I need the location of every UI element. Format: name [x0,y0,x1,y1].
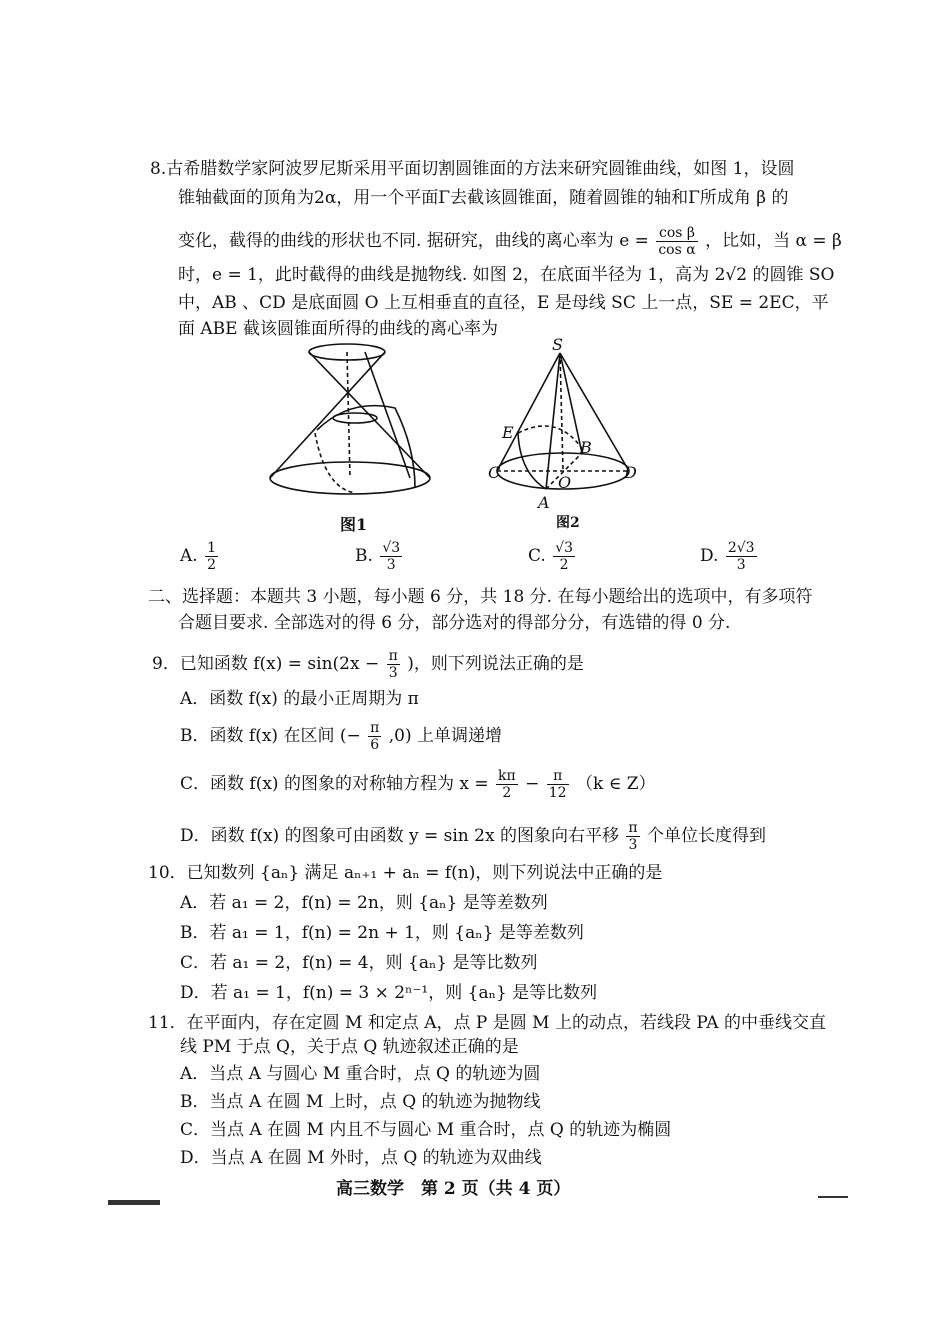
q9-stem-post: )，则下列说法正确的是 [407,654,584,674]
frac-den: 3 [388,665,398,681]
fig2-point-O: O [558,473,572,492]
frac-den: 2 [502,785,512,801]
frac-num: π [388,648,398,664]
q8-option-a [180,540,220,573]
q9-c-fraction-1 [496,768,518,801]
q8-line3-pre: 变化，截得的曲线的形状也不同. 据研究，曲线的离心率为 e = [178,231,649,251]
q9-option-d [180,820,766,853]
q8-option-d [700,540,759,573]
frac-num: √3 [382,540,401,556]
q10-option-a: A．若 a₁ = 2，f(n) = 2n，则 {aₙ} 是等差数列 [180,893,548,913]
frac-den: 3 [736,557,746,573]
frac-num: cos β [656,225,697,242]
q11-option-a: A．当点 A 与圆心 M 重合时，点 Q 的轨迹为圆 [180,1064,541,1084]
q8-number: 8. [150,159,167,179]
frac-num: π [628,820,638,836]
q9-b-fraction [368,720,381,753]
q9-stem-fraction [387,648,400,681]
footer-left-rule [108,1200,160,1205]
frac-den: 2 [559,557,569,573]
fig2-point-C: C [488,463,501,482]
frac-num: 1 [207,540,217,556]
q9-stem [152,648,584,681]
q9-option-a: A．函数 f(x) 的最小正周期为 π [180,689,419,709]
q11-line2: 线 PM 于点 Q，关于点 Q 轨迹叙述正确的是 [180,1037,519,1057]
q9-c-minus: − [525,774,540,794]
fig2-point-E: E [502,423,514,442]
figure-2-cone [488,338,648,518]
q10-option-c: C．若 a₁ = 2，f(n) = 4，则 {aₙ} 是等比数列 [180,953,538,973]
option-fraction [726,540,757,573]
q8-line3 [178,225,842,258]
q10-option-d: D．若 a₁ = 1，f(n) = 3 × 2ⁿ⁻¹，则 {aₙ} 是等比数列 [180,983,598,1003]
section-2-line2: 合题目要求. 全部选对的得 6 分，部分选对的得部分分，有选错的得 0 分. [178,613,731,633]
figure-1-cone-section [265,338,435,498]
fig2-point-A: A [538,493,550,512]
q10-stem: 10．已知数列 {aₙ} 满足 aₙ₊₁ + aₙ = f(n)，则下列说法中正确的是 [148,863,663,883]
q9-option-c [180,768,656,801]
q8-line1-text: 古希腊数学家阿波罗尼斯采用平面切割圆锥面的方法来研究圆锥曲线，如图 1，设圆 [166,159,795,179]
frac-num: √3 [555,540,574,556]
q9-d-pre: D．函数 f(x) 的图象可由函数 y = sin 2x 的图象向右平移 [180,826,619,846]
frac-num: π [547,768,569,785]
q8-line3-post: ，比如，当 α = β [705,231,842,251]
q8-line2: 锥轴截面的顶角为2α，用一个平面Γ去截该圆锥面，随着圆锥的轴和Γ所成角 β 的 [178,188,789,208]
q8-eccentricity-fraction [656,225,697,258]
footer-right-rule [818,1196,848,1198]
q9-c-pre: C．函数 f(x) 的图象的对称轴方程为 x = [180,774,489,794]
q9-option-b [180,720,502,753]
q11-option-b: B．当点 A 在圆 M 上时，点 Q 的轨迹为抛物线 [180,1092,541,1112]
option-letter: B. [355,546,373,566]
q10-option-b: B．若 a₁ = 1，f(n) = 2n + 1，则 {aₙ} 是等差数列 [180,923,584,943]
frac-den: cos α [658,242,696,258]
figure-1-label: 图1 [340,515,368,534]
q11-line1: 11．在平面内，存在定圆 M 和定点 A，点 P 是圆 M 上的动点，若线段 PA 的中垂线交直 [148,1013,826,1033]
q9-c-fraction-2 [547,768,569,801]
frac-num: 2√3 [727,540,755,556]
frac-den: 2 [207,557,217,573]
fig2-point-B: B [580,438,592,457]
q8-option-c [528,540,577,573]
option-letter: A. [180,546,198,566]
q9-stem-pre: 9．已知函数 f(x) = sin(2x − [152,654,380,674]
q9-d-fraction [626,820,639,853]
q9-d-post: 个单位长度得到 [646,826,766,846]
q8-line1 [150,158,794,180]
option-fraction [380,540,402,573]
frac-den: 3 [628,837,638,853]
frac-den: 6 [370,737,380,753]
frac-den: 3 [386,557,396,573]
option-letter: D. [700,546,719,566]
q8-line6: 面 ABE 截该圆锥面所得的曲线的离心率为 [178,319,498,339]
fig2-point-D: D [624,463,637,482]
fig2-point-S: S [552,338,563,354]
page-footer: 高三数学 第 2 页（共 4 页） [336,1179,571,1199]
option-letter: C. [528,546,546,566]
figure-2-label: 图2 [556,515,580,531]
q9-c-post: （k ∈ Z） [576,774,656,794]
frac-den: 12 [548,785,567,801]
q9-b-pre: B．函数 f(x) 在区间 (− [180,726,361,746]
option-fraction [205,540,218,573]
frac-num: π [370,720,380,736]
option-fraction [553,540,575,573]
q8-line5: 中，AB 、CD 是底面圆 O 上互相垂直的直径，E 是母线 SC 上一点，SE = 2EC，平 [178,293,829,313]
q8-option-b [355,540,404,573]
q8-line4: 时，e = 1，此时截得的曲线是抛物线. 如图 2，在底面半径为 1，高为 2√2 的圆锥 SO [178,265,835,285]
q11-option-d: D．当点 A 在圆 M 外时，点 Q 的轨迹为双曲线 [180,1148,542,1168]
frac-num: kπ [498,768,516,784]
section-2-line1: 二、选择题：本题共 3 小题，每小题 6 分，共 18 分. 在每小题给出的选项中，有多项符 [148,587,813,607]
q11-option-c: C．当点 A 在圆 M 内且不与圆心 M 重合时，点 Q 的轨迹为椭圆 [180,1120,672,1140]
q9-b-post: ,0) 上单调递增 [388,726,503,746]
